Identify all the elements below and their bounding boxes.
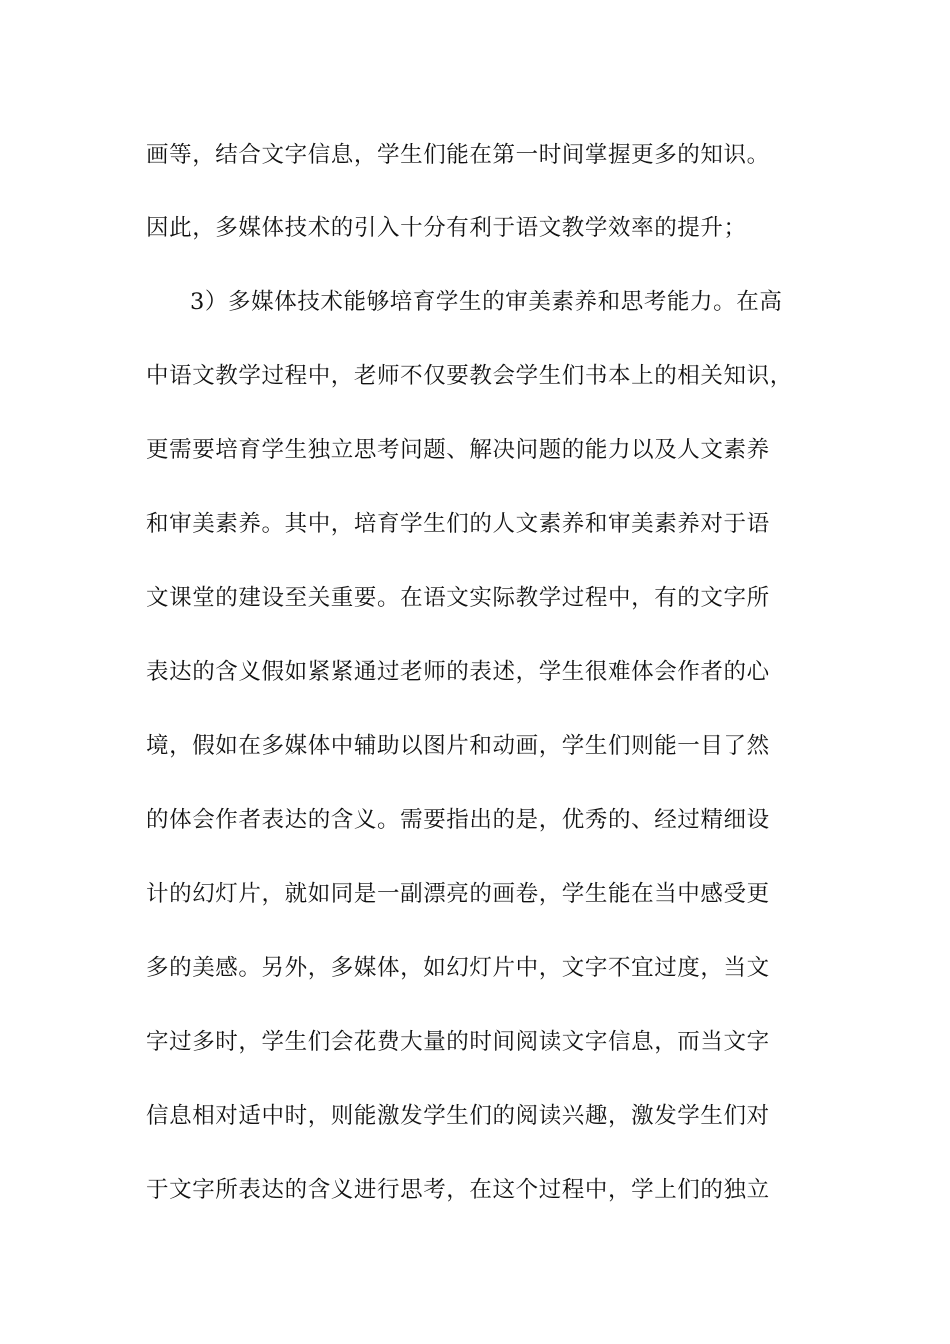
text-line-13: 字过多时，学生们会花费大量的时间阅读文字信息，而当文字 (146, 1029, 770, 1055)
text-line-7: 文课堂的建设至关重要。在语文实际教学过程中，有的文字所 (146, 585, 770, 611)
text-line-12: 多的美感。另外，多媒体，如幻灯片中，文字不宜过度，当文 (146, 955, 770, 981)
text-line-1: 画等，结合文字信息，学生们能在第一时间掌握更多的知识。 (146, 142, 770, 168)
text-line-2: 因此，多媒体技术的引入十分有利于语文教学效率的提升； (146, 215, 747, 241)
text-line-15: 于文字所表达的含义进行思考，在这个过程中，学上们的独立 (146, 1177, 770, 1203)
text-line-11: 计的幻灯片，就如同是一副漂亮的画卷，学生能在当中感受更 (146, 881, 770, 907)
text-line-9: 境，假如在多媒体中辅助以图片和动画，学生们则能一目了然 (146, 733, 770, 759)
text-line-6: 和审美素养。其中，培育学生们的人文素养和审美素养对于语 (146, 511, 770, 537)
text-line-14: 信息相对适中时，则能激发学生们的阅读兴趣，激发学生们对 (146, 1103, 770, 1129)
text-line-5: 更需要培育学生独立思考问题、解决问题的能力以及人文素养 (146, 437, 770, 463)
paragraph-3-first-line: 3）多媒体技术能够培育学生的审美素养和思考能力。在高 (190, 289, 783, 315)
text-line-8: 表达的含义假如紧紧通过老师的表述，学生很难体会作者的心 (146, 659, 770, 685)
text-line-10: 的体会作者表达的含义。需要指出的是，优秀的、经过精细设 (146, 807, 770, 833)
text-line-4: 中语文教学过程中，老师不仅要教会学生们书本上的相关知识， (146, 363, 793, 389)
